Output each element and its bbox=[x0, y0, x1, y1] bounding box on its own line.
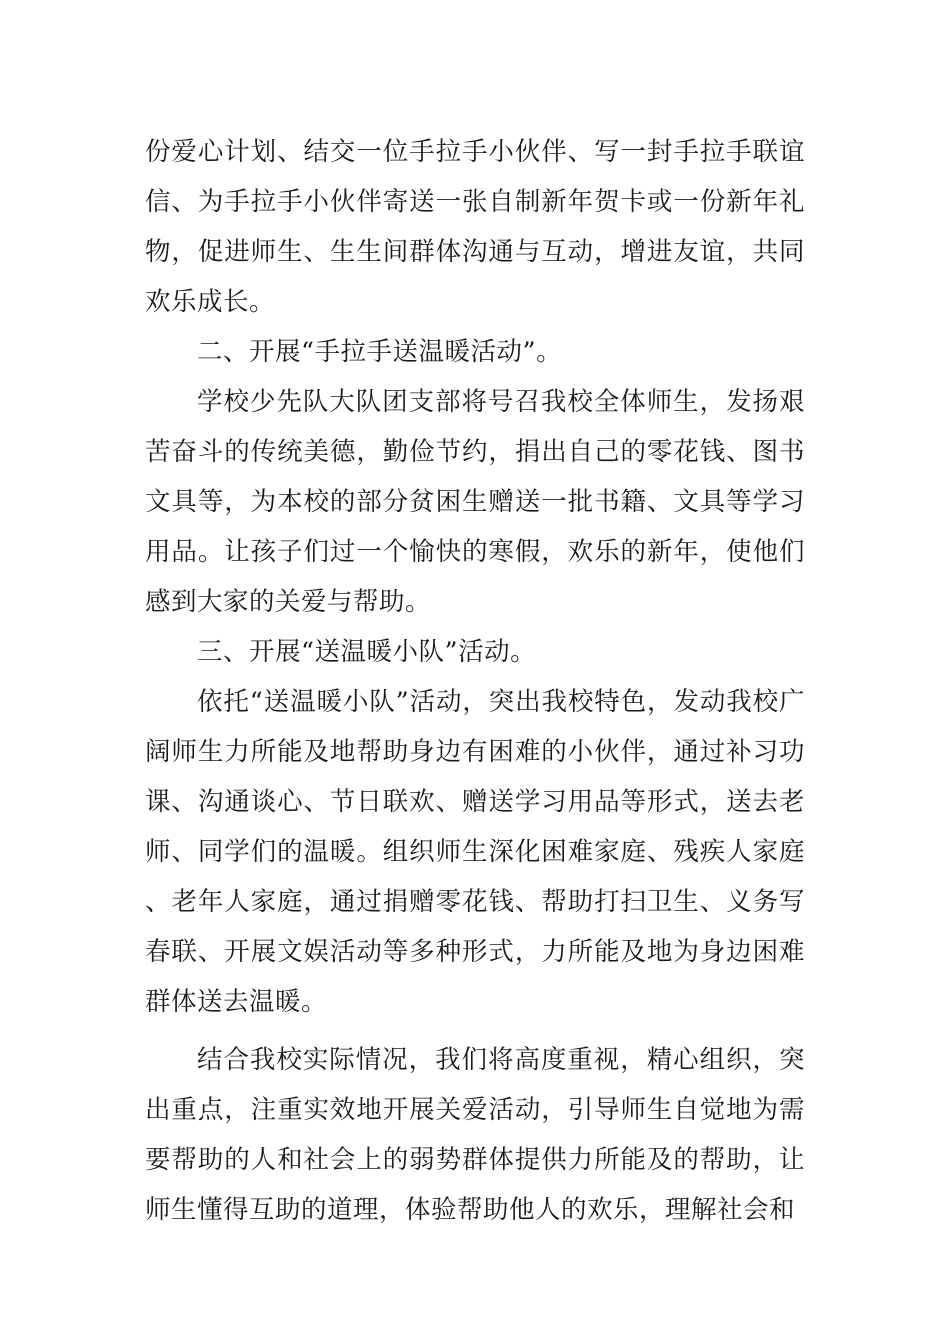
section-heading-two: 二、开展“手拉手送温暖活动”。 bbox=[197, 337, 563, 367]
section-heading-three: 三、开展“送温暖小队”活动。 bbox=[197, 637, 537, 667]
paragraph-section-three: 依托“送温暖小队”活动，突出我校特色，发动我校广阔师生力所能及地帮助身边有困难的小伙伴，通过补习功课、沟通谈心、节日联欢、赠送学习用品等形式，送去老师、同学们的温暖。组织师生深化困难家庭、残疾人家庭、老年人家庭，通过捐赠零花钱、帮助打扫卫生、义务写春联、开展文娱活动等多种形式，力所能及地为身边困难群体送去温暖。 bbox=[145, 687, 805, 1017]
paragraph-conclusion: 结合我校实际情况，我们将高度重视，精心组织，突出重点，注重实效地开展关爱活动，引导师生自觉地为需要帮助的人和社会上的弱势群体提供力所能及的帮助，让师生懂得互助的道理，体验帮助他人的欢乐，理解社会和 bbox=[145, 1045, 805, 1225]
document-page bbox=[145, 127, 805, 1235]
paragraph-continuation: 份爱心计划、结交一位手拉手小伙伴、写一封手拉手联谊信、为手拉手小伙伴寄送一张自制新年贺卡或一份新年礼物，促进师生、生生间群体沟通与互动，增进友谊，共同欢乐成长。 bbox=[145, 137, 805, 317]
paragraph-section-two: 学校少先队大队团支部将号召我校全体师生，发扬艰苦奋斗的传统美德，勤俭节约，捐出自己的零花钱、图书文具等，为本校的部分贫困生赠送一批书籍、文具等学习用品。让孩子们过一个愉快的寒假，欢乐的新年，使他们感到大家的关爱与帮助。 bbox=[145, 387, 805, 617]
